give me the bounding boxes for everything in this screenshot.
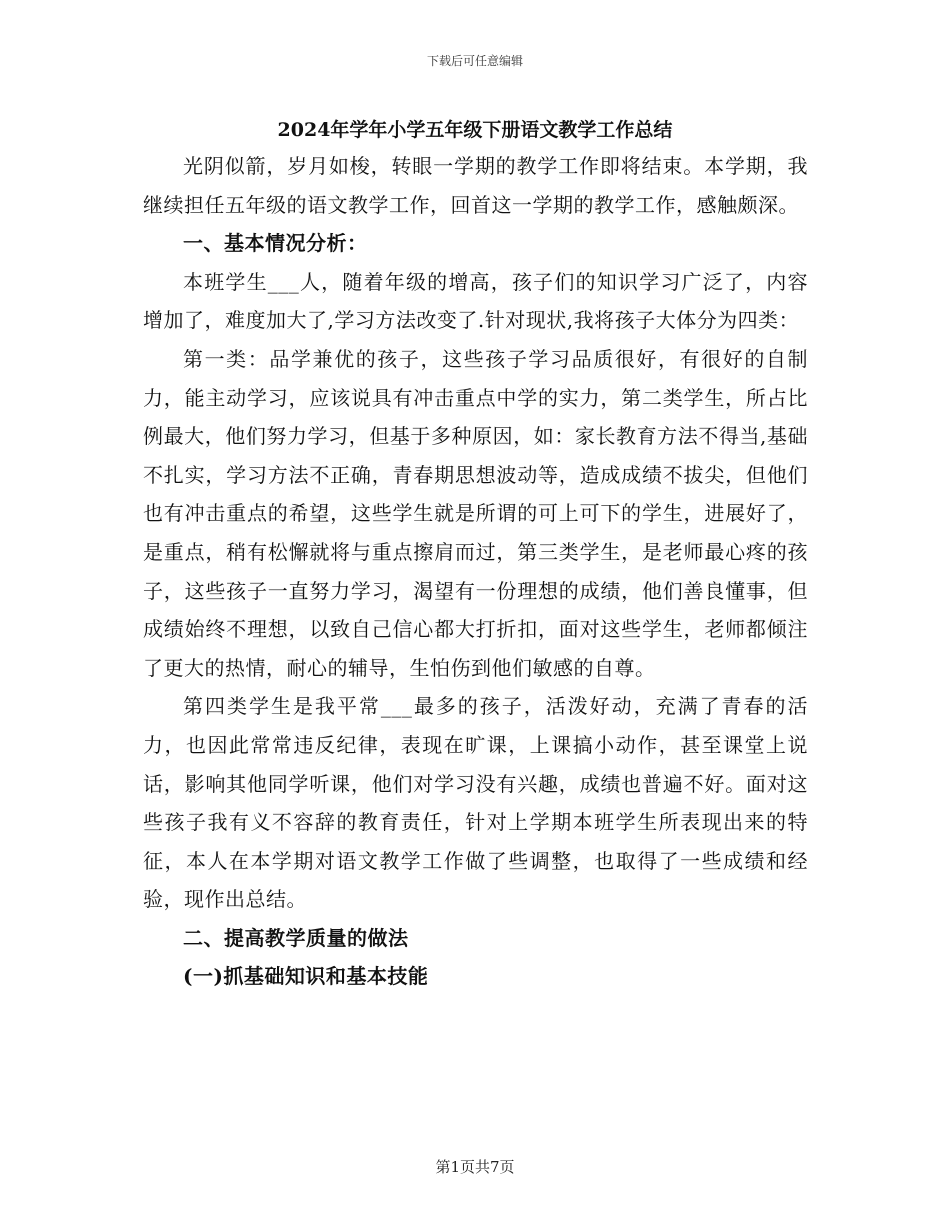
page-number: 第1页共7页 xyxy=(435,1158,515,1176)
section-heading-basic-situation: 一、基本情况分析： xyxy=(183,231,368,256)
fourth-category-paragraph: 第四类学生是我平常___最多的孩子，活泼好动，充满了青春的活力，也因此常常违反纪律，表现在旷课，上课搞小动作，甚至课堂上说话，影响其他同学听课，他们对学习没有兴趣，成绩也普遍不好。面对这些孩子我有义不容辞的教育责任，针对上学期本班学生所表现出来的特征，本人在本学期对语文教学工作做了些调整，也取得了一些成绩和经验，现作出总结。 xyxy=(143,694,808,912)
intro-paragraph: 光阴似箭，岁月如梭，转眼一学期的教学工作即将结束。本学期，我继续担任五年级的语文教学工作，回首这一学期的教学工作，感触颇深。 xyxy=(143,154,808,217)
student-categories-paragraph: 第一类：品学兼优的孩子，这些孩子学习品质很好，有很好的自制力，能主动学习，应该说具有冲击重点中学的实力，第二类学生，所占比例最大，他们努力学习，但基于多种原因，如：家长教育方法不得当,基础不扎实，学习方法不正确，青春期思想波动等，造成成绩不拔尖，但他们也有冲击重点的希望，这些学生就是所谓的可上可下的学生，进展好了，是重点，稍有松懈就将与重点擦肩而过，第三类学生，是老师最心疼的孩子，这些孩子一直努力学习，渴望有一份理想的成绩，他们善良懂事，但成绩始终不理想，以致自己信心都大打折扣，面对这些学生，老师都倾注了更大的热情，耐心的辅导，生怕伤到他们敏感的自尊。 xyxy=(143,346,808,680)
download-note: 下载后可任意编辑 xyxy=(426,54,523,68)
class-overview-paragraph: 本班学生___人，随着年级的增高，孩子们的知识学习广泛了，内容增加了，难度加大了,学习方法改变了.针对现状,我将孩子大体分为四类： xyxy=(143,269,808,333)
section-heading-teaching-quality: 二、提高教学质量的做法 xyxy=(183,925,409,950)
document-body xyxy=(143,147,808,996)
subsection-heading-basics: (一)抓基础知识和基本技能 xyxy=(183,964,429,989)
document-title: 2024年学年小学五年级下册语文教学工作总结 xyxy=(277,119,673,141)
